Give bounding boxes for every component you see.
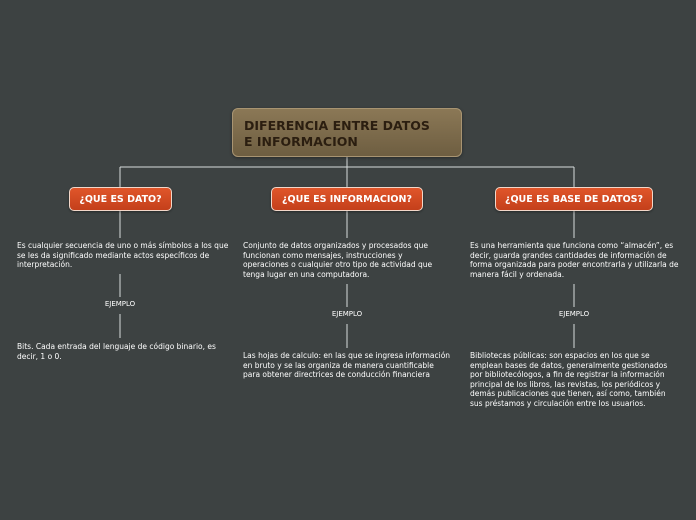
topic-dato[interactable]: ¿QUE ES DATO? xyxy=(69,187,172,211)
dato-example[interactable]: Bits. Cada entrada del lenguaje de código binario, es decir, 1 o 0. xyxy=(17,342,216,361)
central-topic-line1: DIFERENCIA ENTRE DATOS xyxy=(244,118,430,133)
informacion-description[interactable]: Conjunto de datos organizados y procesados que funcionan como mensajes, instrucciones y operaciones o cualquier otro tipo de actividad que tenga lugar en una computadora. xyxy=(243,241,433,279)
informacion-example[interactable]: Las hojas de calculo: en las que se ingresa información en bruto y se las organiza de manera cuantificable para obtener directrices de conducción financiera xyxy=(243,351,451,380)
central-topic-line2: E INFORMACION xyxy=(244,133,358,149)
base-de-datos-description[interactable]: Es una herramienta que funciona como “almacén”, es decir, guarda grandes cantidades de información de forma organizada para poder encontrarla y utilizarla de manera fácil y ordenada. xyxy=(470,241,679,279)
dato-description[interactable]: Es cualquier secuencia de uno o más símbolos a los que se les da significado mediante actos específicos de interpretación. xyxy=(17,241,229,270)
informacion-example-label[interactable]: EJEMPLO xyxy=(331,310,363,318)
base-de-datos-example-label[interactable]: EJEMPLO xyxy=(558,310,590,318)
base-de-datos-example[interactable]: Bibliotecas públicas: son espacios en los que se emplean bases de datos, generalmente gestionados por bibliotecólogos, a fin de registrar la información principal de los libros, las revistas, los periódicos y demás publicaciones que tienen, así como, también sus préstamos y circulación entre los usuarios. xyxy=(470,351,668,408)
dato-example-label[interactable]: EJEMPLO xyxy=(104,300,136,308)
central-topic[interactable] xyxy=(232,108,462,157)
topic-informacion[interactable]: ¿QUE ES INFORMACION? xyxy=(271,187,423,211)
topic-base-de-datos[interactable]: ¿QUE ES BASE DE DATOS? xyxy=(495,187,653,211)
